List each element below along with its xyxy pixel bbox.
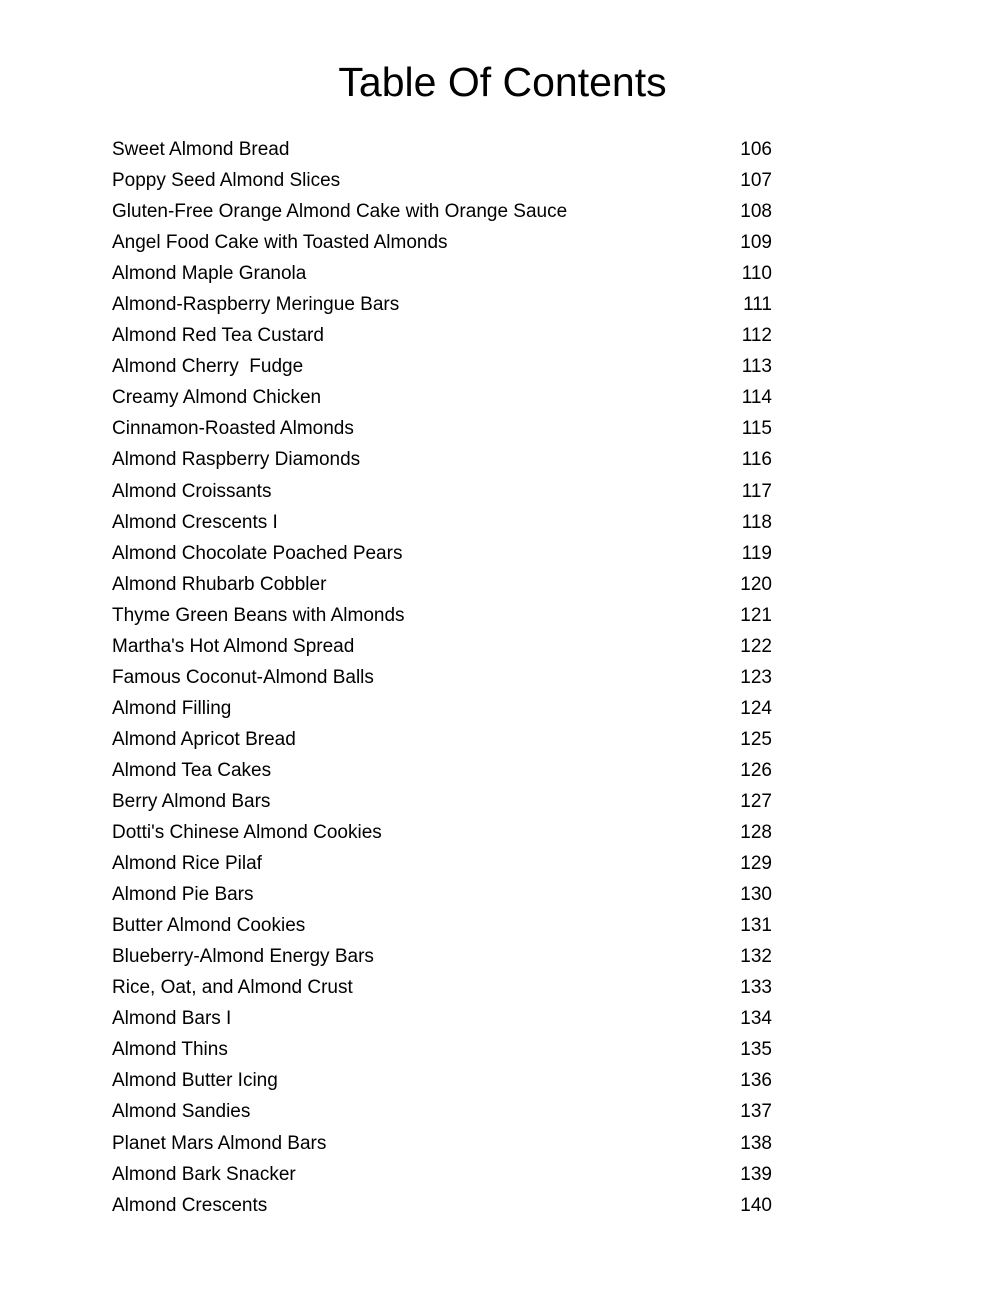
toc-entry-title: Dotti's Chinese Almond Cookies xyxy=(112,822,382,844)
toc-entry-page-number: 107 xyxy=(740,170,772,192)
toc-entry[interactable] xyxy=(112,289,772,320)
toc-entry[interactable] xyxy=(112,1159,772,1190)
toc-entry-title: Almond Butter Icing xyxy=(112,1070,278,1092)
toc-entry-title: Creamy Almond Chicken xyxy=(112,387,322,409)
toc-entry-page-number: 118 xyxy=(741,511,772,533)
toc-entry-page-number: 131 xyxy=(740,915,772,937)
toc-entry-title: Blueberry-Almond Energy Bars xyxy=(112,946,374,968)
toc-entry-page-number: 109 xyxy=(740,232,772,254)
toc-entry-title: Almond Bark Snacker xyxy=(112,1163,296,1185)
toc-entry[interactable] xyxy=(112,444,772,475)
toc-entry[interactable] xyxy=(112,476,772,507)
toc-entry-title: Almond Raspberry Diamonds xyxy=(112,449,361,471)
toc-entry-title: Sweet Almond Bread xyxy=(112,139,290,161)
toc-entry[interactable] xyxy=(112,320,772,351)
toc-entry-page-number: 139 xyxy=(740,1163,772,1185)
toc-entry[interactable] xyxy=(112,910,772,941)
toc-entry[interactable] xyxy=(112,569,772,600)
toc-entry-page-number: 124 xyxy=(740,697,772,719)
toc-entry-page-number: 129 xyxy=(740,853,772,875)
toc-entry-page-number: 123 xyxy=(740,666,772,688)
toc-entry-title: Butter Almond Cookies xyxy=(112,915,306,937)
toc-entry-title: Almond Filling xyxy=(112,697,232,719)
toc-entry[interactable] xyxy=(112,941,772,972)
toc-entry[interactable] xyxy=(112,693,772,724)
toc-entry[interactable] xyxy=(112,755,772,786)
toc-entry[interactable] xyxy=(112,196,772,227)
page-title: Table Of Contents xyxy=(338,59,667,105)
toc-entry-page-number: 121 xyxy=(740,604,772,626)
toc-entry-page-number: 114 xyxy=(741,387,772,409)
toc-entry-title: Gluten-Free Orange Almond Cake with Orange Sauce xyxy=(112,201,568,223)
toc-entry[interactable] xyxy=(112,165,772,196)
toc-entry-page-number: 134 xyxy=(740,1008,772,1030)
toc-entry-title: Rice, Oat, and Almond Crust xyxy=(112,977,353,999)
toc-entry[interactable] xyxy=(112,724,772,755)
toc-entry[interactable] xyxy=(112,507,772,538)
toc-entry-title: Famous Coconut-Almond Balls xyxy=(112,666,374,688)
toc-entry-page-number: 119 xyxy=(741,542,772,564)
toc-entry-page-number: 140 xyxy=(740,1194,772,1216)
toc-entry-title: Almond Bars I xyxy=(112,1008,232,1030)
toc-entry[interactable] xyxy=(112,600,772,631)
toc-entry[interactable] xyxy=(112,631,772,662)
toc-entry-title: Almond Chocolate Poached Pears xyxy=(112,542,403,564)
toc-entry[interactable] xyxy=(112,538,772,569)
toc-entry[interactable] xyxy=(112,1065,772,1096)
toc-entry[interactable] xyxy=(112,848,772,879)
toc-entry-page-number: 128 xyxy=(740,822,772,844)
toc-entry-title: Berry Almond Bars xyxy=(112,791,271,812)
toc-entry[interactable] xyxy=(112,1190,772,1221)
toc-entry-title: Almond Rhubarb Cobbler xyxy=(112,573,327,595)
toc-entry[interactable] xyxy=(112,817,772,848)
toc-entry-title: Almond Croissants xyxy=(112,480,272,502)
toc-entry-title: Angel Food Cake with Toasted Almonds xyxy=(112,232,448,254)
toc-entry-page-number: 111 xyxy=(743,294,772,316)
toc-entry[interactable] xyxy=(112,258,772,289)
toc-entry-title: Martha's Hot Almond Spread xyxy=(112,635,355,657)
toc-entry-page-number: 138 xyxy=(740,1132,772,1154)
toc-entry[interactable] xyxy=(112,1003,772,1034)
toc-entry[interactable] xyxy=(112,879,772,910)
toc-entry-page-number: 116 xyxy=(741,449,772,471)
toc-entry-page-number: 125 xyxy=(740,728,772,750)
toc-entry-title: Thyme Green Beans with Almonds xyxy=(112,604,405,626)
toc-entry-page-number: 120 xyxy=(740,573,772,595)
toc-entry-page-number: 112 xyxy=(741,325,772,347)
toc-entry-title: Almond Crescents I xyxy=(112,511,278,533)
toc-entry[interactable] xyxy=(112,1034,772,1065)
toc-entry-page-number: 122 xyxy=(740,635,772,657)
toc-entry-title: Almond Pie Bars xyxy=(112,884,254,906)
toc-entry-page-number: 110 xyxy=(741,263,772,285)
toc-entry-title: Almond Sandies xyxy=(112,1101,251,1123)
table-of-contents-list xyxy=(112,134,772,1221)
toc-entry[interactable] xyxy=(112,972,772,1003)
toc-entry-title: Almond-Raspberry Meringue Bars xyxy=(112,294,400,316)
toc-entry[interactable] xyxy=(112,351,772,382)
toc-entry-page-number: 135 xyxy=(740,1039,772,1061)
toc-entry-page-number: 126 xyxy=(740,759,772,781)
toc-entry[interactable] xyxy=(112,1128,772,1159)
toc-entry[interactable] xyxy=(112,413,772,444)
toc-entry-title: Cinnamon-Roasted Almonds xyxy=(112,418,354,440)
toc-entry[interactable] xyxy=(112,227,772,258)
toc-entry-page-number: 136 xyxy=(740,1070,772,1092)
toc-entry-page-number: 108 xyxy=(740,201,772,223)
toc-entry-page-number: 137 xyxy=(740,1101,772,1123)
toc-entry[interactable] xyxy=(112,1096,772,1127)
toc-entry-title: Almond Tea Cakes xyxy=(112,759,272,781)
toc-entry[interactable] xyxy=(112,382,772,413)
toc-entry[interactable] xyxy=(112,662,772,693)
toc-entry-title: Almond Rice Pilaf xyxy=(112,853,262,875)
toc-entry-title: Almond Thins xyxy=(112,1039,228,1061)
toc-entry[interactable] xyxy=(112,786,772,817)
toc-entry-title: Almond Apricot Bread xyxy=(112,728,296,750)
toc-entry-title: Almond Maple Granola xyxy=(112,263,307,285)
toc-entry[interactable] xyxy=(112,134,772,165)
toc-entry-page-number: 133 xyxy=(740,977,772,999)
toc-entry-page-number: 127 xyxy=(740,791,772,812)
toc-entry-page-number: 132 xyxy=(740,946,772,968)
toc-entry-page-number: 117 xyxy=(741,480,772,502)
toc-entry-title: Almond Cherry Fudge xyxy=(112,356,304,378)
toc-entry-title: Planet Mars Almond Bars xyxy=(112,1132,327,1154)
toc-entry-title: Almond Red Tea Custard xyxy=(112,325,324,347)
toc-entry-page-number: 115 xyxy=(741,418,772,440)
toc-entry-page-number: 130 xyxy=(740,884,772,906)
toc-entry-page-number: 113 xyxy=(741,356,772,378)
toc-entry-title: Poppy Seed Almond Slices xyxy=(112,170,341,192)
toc-entry-title: Almond Crescents xyxy=(112,1194,268,1216)
toc-entry-page-number: 106 xyxy=(740,139,772,161)
